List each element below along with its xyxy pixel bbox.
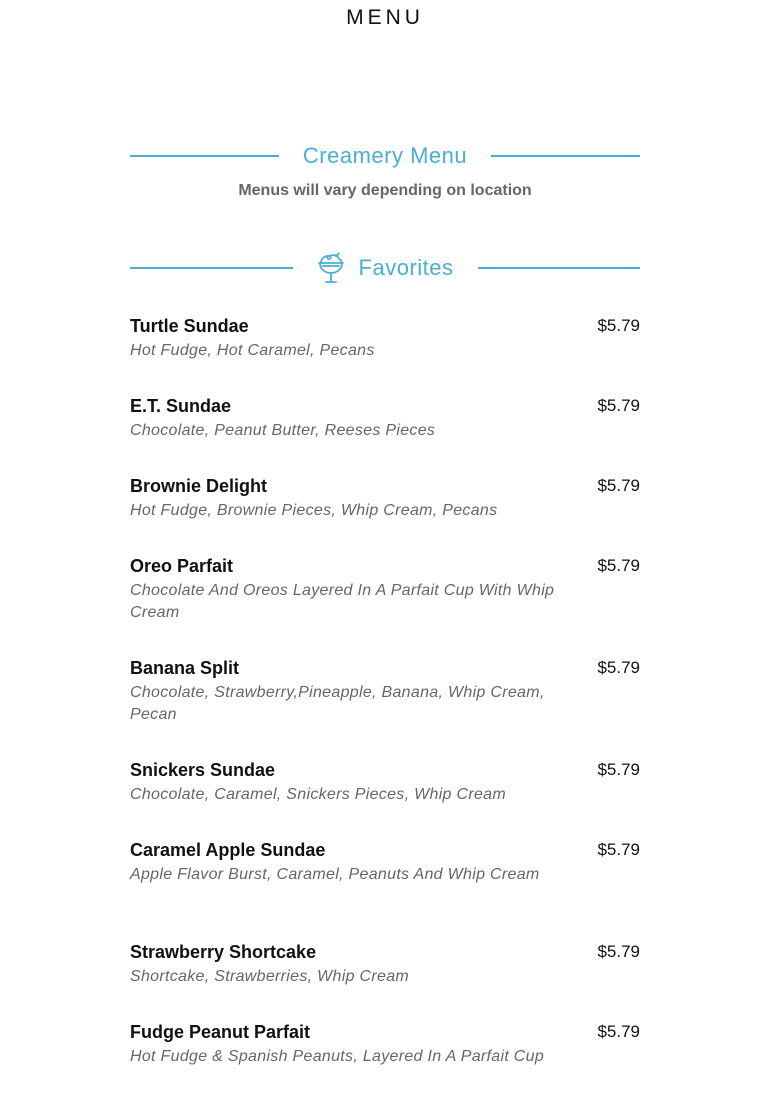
item-description: Chocolate, Peanut Butter, Reeses Pieces — [130, 422, 436, 439]
item-price: $5.79 — [597, 316, 640, 335]
divider-right — [491, 155, 640, 157]
item-price: $5.79 — [597, 556, 640, 575]
item-description: Hot Fudge, Hot Caramel, Pecans — [130, 342, 375, 359]
item-description: Hot Fudge & Spanish Peanuts, Layered In A Parfait Cup — [130, 1048, 545, 1065]
item-price: $5.79 — [597, 760, 640, 779]
item-name: Brownie Delight — [130, 476, 268, 496]
item-name: Oreo Parfait — [130, 556, 234, 576]
item-description: Hot Fudge, Brownie Pieces, Whip Cream, Pecans — [130, 502, 498, 519]
sundae-icon — [317, 252, 345, 284]
item-description: Apple Flavor Burst, Caramel, Peanuts And Whip Cream — [130, 866, 540, 883]
page-title: MENU — [346, 6, 424, 29]
divider-right — [478, 267, 641, 269]
item-name: Caramel Apple Sundae — [130, 840, 326, 860]
item-name: Banana Split — [130, 658, 240, 678]
item-name: Turtle Sundae — [130, 316, 249, 336]
item-price: $5.79 — [597, 396, 640, 415]
item-price: $5.79 — [597, 840, 640, 859]
favorites-title-wrap — [293, 252, 478, 284]
item-name: Fudge Peanut Parfait — [130, 1022, 311, 1042]
item-name: E.T. Sundae — [130, 396, 232, 416]
item-price: $5.79 — [597, 476, 640, 495]
divider-left — [130, 155, 279, 157]
item-description: Chocolate, Strawberry,Pineapple, Banana, Whip Cream, Pecan — [130, 684, 545, 723]
creamery-menu-title: Creamery Menu — [302, 143, 468, 168]
item-description: Shortcake, Strawberries, Whip Cream — [130, 968, 410, 985]
creamery-menu-header — [130, 142, 640, 170]
item-price: $5.79 — [597, 658, 640, 677]
creamery-title-wrap — [279, 142, 491, 170]
item-description: Chocolate And Oreos Layered In A Parfait Cup With Whip Cream — [130, 582, 555, 621]
favorites-title: Favorites — [358, 255, 454, 280]
item-name: Snickers Sundae — [130, 760, 276, 780]
item-description: Chocolate, Caramel, Snickers Pieces, Whip Cream — [130, 786, 507, 803]
item-price: $5.79 — [597, 942, 640, 961]
divider-left — [130, 267, 293, 269]
location-note: Menus will vary depending on location — [238, 182, 532, 199]
favorites-header — [130, 252, 640, 284]
item-price: $5.79 — [597, 1022, 640, 1041]
item-name: Strawberry Shortcake — [130, 942, 317, 962]
